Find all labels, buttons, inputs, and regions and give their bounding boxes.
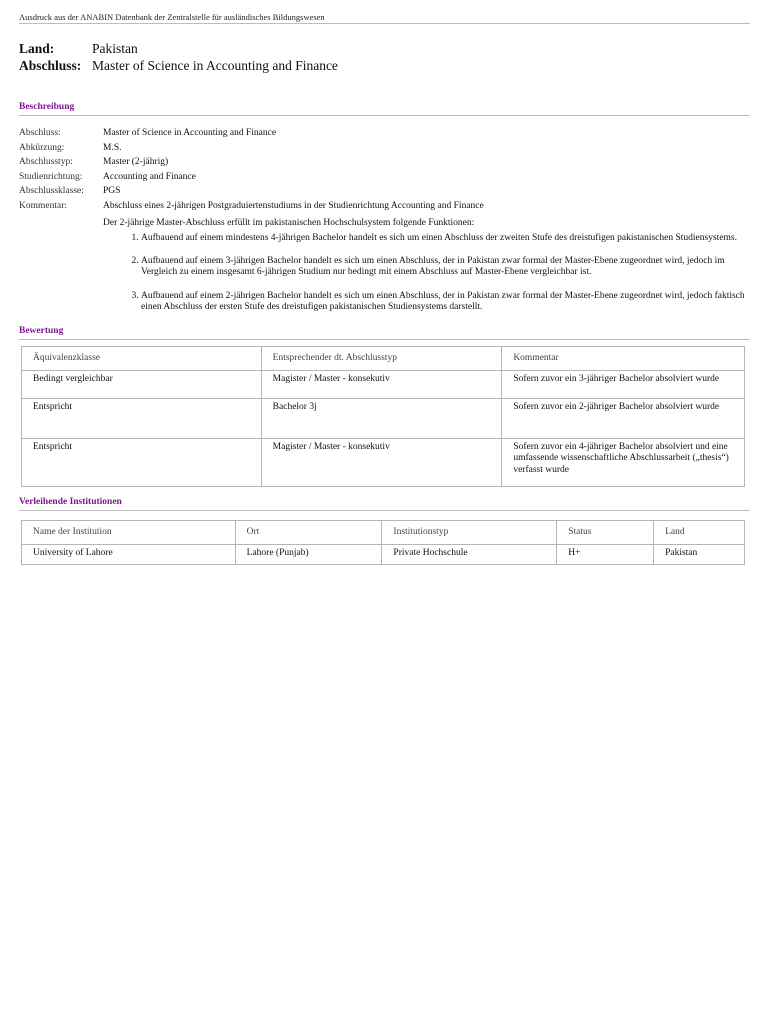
table-cell: Entspricht bbox=[22, 399, 262, 439]
description-fields bbox=[19, 126, 750, 214]
country-row bbox=[19, 40, 750, 57]
degree-row bbox=[19, 57, 750, 74]
assessment-table bbox=[21, 346, 745, 487]
list-item: 1. Aufbauend auf einem mindestens 4-jährigen Bachelor handelt es sich um einen Abschluss der zweiten Stufe des dreistufigen pakistanischen Studiensystems. bbox=[141, 233, 750, 244]
table-header-row bbox=[22, 521, 745, 545]
table-row bbox=[22, 545, 745, 564]
table-cell: Sofern zuvor ein 3-jähriger Bachelor absolviert wurde bbox=[502, 371, 745, 399]
column-header: Ort bbox=[235, 521, 382, 545]
table-cell: Magister / Master - konsekutiv bbox=[261, 439, 502, 487]
field-label: Studienrichtung: bbox=[19, 171, 83, 182]
field-label: Kommentar: bbox=[19, 200, 68, 211]
document-header bbox=[19, 40, 750, 74]
field-row bbox=[19, 141, 750, 156]
country-label: Land: bbox=[19, 41, 55, 56]
list-item: 2. Aufbauend auf einem 3-jährigen Bachelor handelt es sich um einen Abschluss, der in Pakistan zwar formal der Master-Ebene zugeordnet wird, jedoch im Vergleich zu einem insgesamt 6-jährigen Studium nur bedingt mit einem Abschluss auf Master-Ebene vergleichbar ist. bbox=[141, 256, 750, 279]
section-title-bewertung: Bewertung bbox=[19, 326, 750, 340]
table-header-row bbox=[22, 346, 745, 370]
field-value: PGS bbox=[103, 186, 121, 197]
country-value: Pakistan bbox=[92, 41, 138, 56]
table-cell: Private Hochschule bbox=[382, 545, 557, 564]
table-cell: Entspricht bbox=[22, 439, 262, 487]
column-header: Institutionstyp bbox=[382, 521, 557, 545]
institutions-table bbox=[21, 520, 745, 565]
degree-label: Abschluss: bbox=[19, 58, 82, 73]
degree-value: Master of Science in Accounting and Finance bbox=[92, 58, 338, 73]
field-value: Master of Science in Accounting and Finance bbox=[103, 128, 277, 138]
top-divider bbox=[19, 23, 750, 24]
field-value: Master (2-jährig) bbox=[103, 157, 169, 168]
list-item: 3. Aufbauend auf einem 2-jährigen Bachelor handelt es sich um einen Abschluss, der in Pakistan zwar formal der Master-Ebene zugeordnet wird, jedoch faktisch einen Abschluss der ersten Stufe des dreistufigen pakistanischen Studiensystems darstellt. bbox=[141, 291, 750, 314]
field-row bbox=[19, 184, 750, 199]
field-row bbox=[19, 170, 750, 185]
field-value: M.S. bbox=[103, 142, 122, 153]
document-page bbox=[19, 12, 750, 565]
column-header: Status bbox=[557, 521, 654, 545]
table-cell: Bachelor 3j bbox=[261, 399, 502, 439]
field-value: Abschluss eines 2-jährigen Postgraduiertenstudiums in der Studienrichtung Accounting and Finance bbox=[103, 200, 484, 211]
field-value: Accounting and Finance bbox=[103, 171, 196, 182]
field-label: Abkürzung: bbox=[19, 142, 65, 153]
column-header: Entsprechender dt. Abschlusstyp bbox=[261, 346, 502, 370]
table-row bbox=[22, 399, 745, 439]
table-cell: Pakistan bbox=[654, 545, 745, 564]
section-title-beschreibung: Beschreibung bbox=[19, 102, 750, 116]
table-cell: University of Lahore bbox=[22, 545, 236, 564]
field-label: Abschlussklasse: bbox=[19, 186, 84, 197]
table-cell: Magister / Master - konsekutiv bbox=[261, 371, 502, 399]
field-row bbox=[19, 126, 750, 141]
field-label: Abschluss: bbox=[19, 128, 61, 138]
section-title-institutionen: Verleihende Institutionen bbox=[19, 497, 750, 511]
table-cell: Sofern zuvor ein 4-jähriger Bachelor absolviert und eine umfassende wissenschaftliche Abschlussarbeit („thesis“) verfasst wurde bbox=[502, 439, 745, 487]
table-row bbox=[22, 371, 745, 399]
table-cell: H+ bbox=[557, 545, 654, 564]
field-row bbox=[19, 155, 750, 170]
table-row bbox=[22, 439, 745, 487]
print-source-note: Ausdruck aus der ANABIN Datenbank der Zentralstelle für ausländisches Bildungswesen bbox=[19, 12, 325, 22]
column-header: Äquivalenzklasse bbox=[22, 346, 262, 370]
table-cell: Lahore (Punjab) bbox=[235, 545, 382, 564]
field-label: Abschlusstyp: bbox=[19, 157, 73, 168]
table-cell: Bedingt vergleichbar bbox=[22, 371, 262, 399]
column-header: Kommentar bbox=[502, 346, 745, 370]
table-cell: Sofern zuvor ein 2-jähriger Bachelor absolviert wurde bbox=[502, 399, 745, 439]
column-header: Land bbox=[654, 521, 745, 545]
functions-intro: Der 2-jährige Master-Abschluss erfüllt im pakistanischen Hochschulsystem folgende Funktionen: bbox=[103, 217, 475, 228]
column-header: Name der Institution bbox=[22, 521, 236, 545]
functions-list bbox=[19, 233, 750, 314]
field-row bbox=[19, 199, 750, 214]
